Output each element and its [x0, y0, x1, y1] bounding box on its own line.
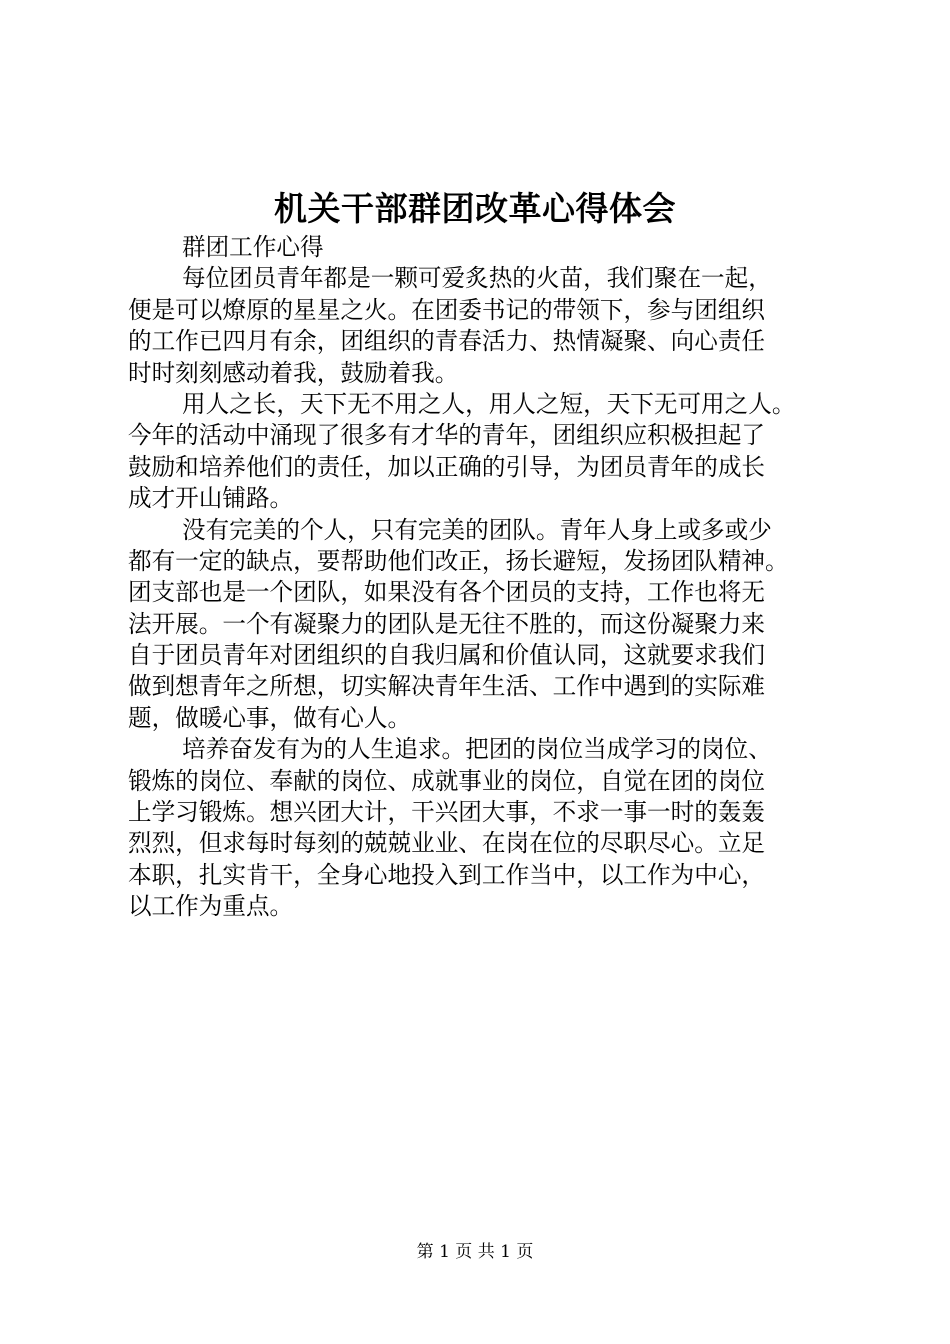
paragraph-line: 上学习锻炼。想兴团大计，干兴团大事，不求一事一时的轰轰 — [128, 798, 766, 827]
paragraph-line: 时时刻刻感动着我，鼓励着我。 — [128, 358, 459, 387]
paragraph-line: 没有完美的个人，只有完美的团队。青年人身上或多或少 — [182, 515, 772, 544]
paragraph-line: 锻炼的岗位、奉献的岗位、成就事业的岗位，自觉在团的岗位 — [128, 766, 766, 795]
paragraph-line: 培养奋发有为的人生追求。把团的岗位当成学习的岗位、 — [182, 735, 772, 764]
paragraph-line: 鼓励和培养他们的责任，加以正确的引导，为团员青年的成长 — [128, 452, 766, 481]
paragraph-line: 便是可以燎原的星星之火。在团委书记的带领下，参与团组织 — [128, 295, 766, 324]
paragraph-line: 烈烈，但求每时每刻的兢兢业业、在岗在位的尽职尽心。立足 — [128, 829, 766, 858]
paragraph-line: 成才开山铺路。 — [128, 484, 294, 513]
paragraph-line: 每位团员青年都是一颗可爱炙热的火苗，我们聚在一起， — [182, 264, 772, 293]
paragraph-line: 做到想青年之所想，切实解决青年生活、工作中遇到的实际难 — [128, 672, 766, 701]
paragraph-line: 本职，扎实肯干，全身心地投入到工作当中，以工作为中心， — [128, 860, 766, 889]
paragraph-line: 以工作为重点。 — [128, 892, 294, 921]
page-footer: 第 1 页 共 1 页 — [416, 1242, 534, 1262]
paragraph-line: 团支部也是一个团队，如果没有各个团员的支持，工作也将无 — [128, 578, 766, 607]
document-body — [128, 232, 838, 923]
document-title: 机关干部群团改革心得体会 — [274, 189, 676, 228]
paragraph-line: 的工作已四月有余，团组织的青春活力、热情凝聚、向心责任 — [128, 327, 766, 356]
paragraph-line: 用人之长，天下无不用之人，用人之短，天下无可用之人。 — [182, 389, 796, 418]
paragraph-line: 今年的活动中涌现了很多有才华的青年，团组织应积极担起了 — [128, 421, 766, 450]
paragraph-line: 自于团员青年对团组织的自我归属和价值认同，这就要求我们 — [128, 641, 766, 670]
paragraph-line: 题，做暖心事，做有心人。 — [128, 703, 412, 732]
paragraph-line: 都有一定的缺点，要帮助他们改正，扬长避短，发扬团队精神。 — [128, 546, 789, 575]
paragraph-line: 法开展。一个有凝聚力的团队是无往不胜的，而这份凝聚力来 — [128, 609, 766, 638]
subheading-line: 群团工作心得 — [182, 233, 324, 261]
